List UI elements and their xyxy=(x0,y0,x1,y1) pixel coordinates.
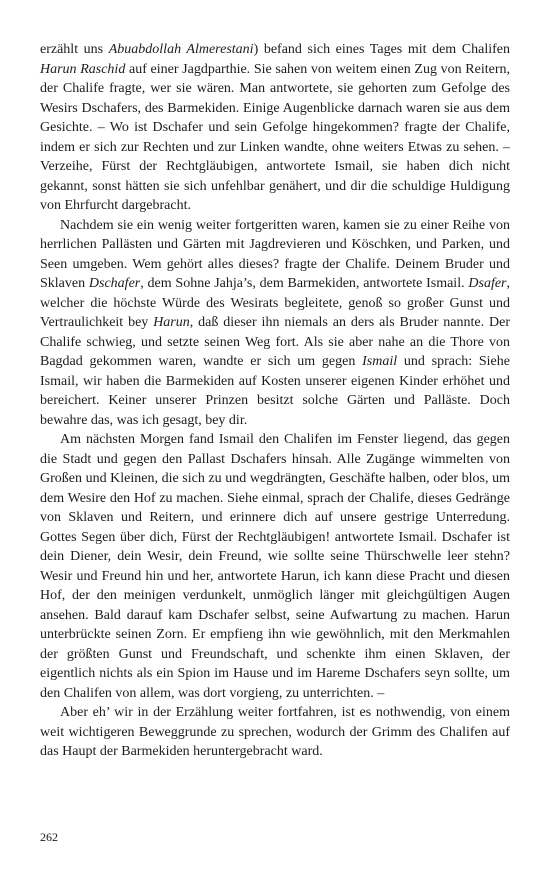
page-number: 262 xyxy=(40,830,58,844)
text-segment: und sprach: Siehe Ismail, wir haben die Barmekiden auf Kosten unserer eigenen Kinder erhöhet und bereichert. Keiner unserer Prinzen besitzt solche Gärten und Palläste. Doch bewahre das, was ich gesagt, bey dir. xyxy=(40,354,510,428)
page-body xyxy=(40,40,510,762)
paragraph-3 xyxy=(40,430,510,703)
text-segment: , daß dieser ihn niemals an ders als Bruder nannte. Der Chalife schwieg, und setzte seinen Weg fort. Als sie aber nahe an die Thore von Bagdad gekommen waren, wandte er sich um gegen xyxy=(40,315,510,369)
text-segment: erzählt uns xyxy=(40,42,109,57)
text-segment: Aber eh’ wir in der Erzählung weiter fortfahren, ist es nothwendig, von einem weit wichtigeren Beweggrunde zu sprechen, wodurch der Grimm des Chalifen auf das Haupt der Barmekiden heruntergebracht ward. xyxy=(40,705,510,759)
paragraph-4 xyxy=(40,703,510,762)
italic-name: Abuabdollah Almerestani xyxy=(108,42,254,57)
paragraph-1 xyxy=(40,40,510,216)
italic-name: Dsafer xyxy=(468,276,507,291)
text-segment: Am nächsten Morgen fand Ismail den Chalifen im Fenster liegend, das gegen die Stadt und gegen den Pallast Dschafers hinsah. Alle Zugänge wimmelten von Großen und Kleinen, die sich zu und wegdrängten, Geschäfte halben, oder blos, um dem Wesire den Hof zu machen. Siehe einmal, sprach der Chalife, dieses Gedränge von Sklaven und Reitern, und erinnere dich auf unsere gestrige Unterredung. Gottes Segen über dich, Fürst der Rechtgläubigen! antwortete Ismail. Dschafer ist dein Diener, dein Wesir, dein Freund, wie sollte seine Thürschwelle leer stehn? Wesir und Freund hin und her, antwortete Harun, ich kann diese Pracht und diesen Hof, der den meinigen verdunkelt, unmöglich länger mit gleichgültigen Augen ansehen. Bald darauf kam Dschafer selbst, seine Aufwartung zu machen. Harun unterbrückte seinen Zorn. Er empfieng ihn wie gewöhnlich, mit den Merkmahlen der größten Gunst und Freundschaft, und schenkte ihm einen Sklaven, der eigentlich nichts als ein Spion im Hause und im Hareme Dschafers seyn sollte, um den Chalifen von allem, was dort vorgieng, zu unterrichten. – xyxy=(40,432,510,701)
text-segment: auf einer Jagdparthie. Sie sahen von weitem einen Zug von Reitern, der Chalife fragte, wer sie wären. Man antwortete, sie gehorten zum Gefolge des Wesirs Dschafers, des Barmekiden. Einige Augenblicke darnach waren sie aus dem Gesichte. – Wo ist Dschafer und sein Gefolge hingekommen? fragte der Chalife, indem er sich zur Rechten und zur Linken wandte, ohne weiters Etwas zu sehen. – Verzeihe, Fürst der Rechtgläubigen, antwortete Ismail, sie haben dich nicht gekannt, sonst hätten sie sich unfehlbar genähert, und dir die schuldige Huldigung von Ehrfurcht dargebracht. xyxy=(40,61,510,213)
italic-name: Harun xyxy=(153,315,190,330)
italic-name: Dschafer xyxy=(88,276,141,291)
text-segment: ) befand sich eines Tages mit dem Chalifen xyxy=(253,42,511,57)
italic-name: Ismail xyxy=(362,354,398,369)
text-segment: Nachdem sie ein wenig weiter fortgeritten waren, kamen sie zu einer Reihe von herrlichen Pallästen und Gärten mit Jagdrevieren und Köschken, und Parken, und Seen umgeben. Wem gehört alles dieses? fragte der Chalife. Deinem Bruder und Sklaven xyxy=(40,217,510,291)
paragraph-2 xyxy=(40,216,510,431)
italic-name: Harun Raschid xyxy=(40,61,126,77)
text-segment: , dem Sohne Jahja’s, dem Barmekiden, antwortete Ismail. xyxy=(140,276,469,291)
text-segment: , welcher die höchste Würde des Wesirats begleitete, genoß so großer Gunst und Vertraulichkeit bey xyxy=(40,276,511,330)
